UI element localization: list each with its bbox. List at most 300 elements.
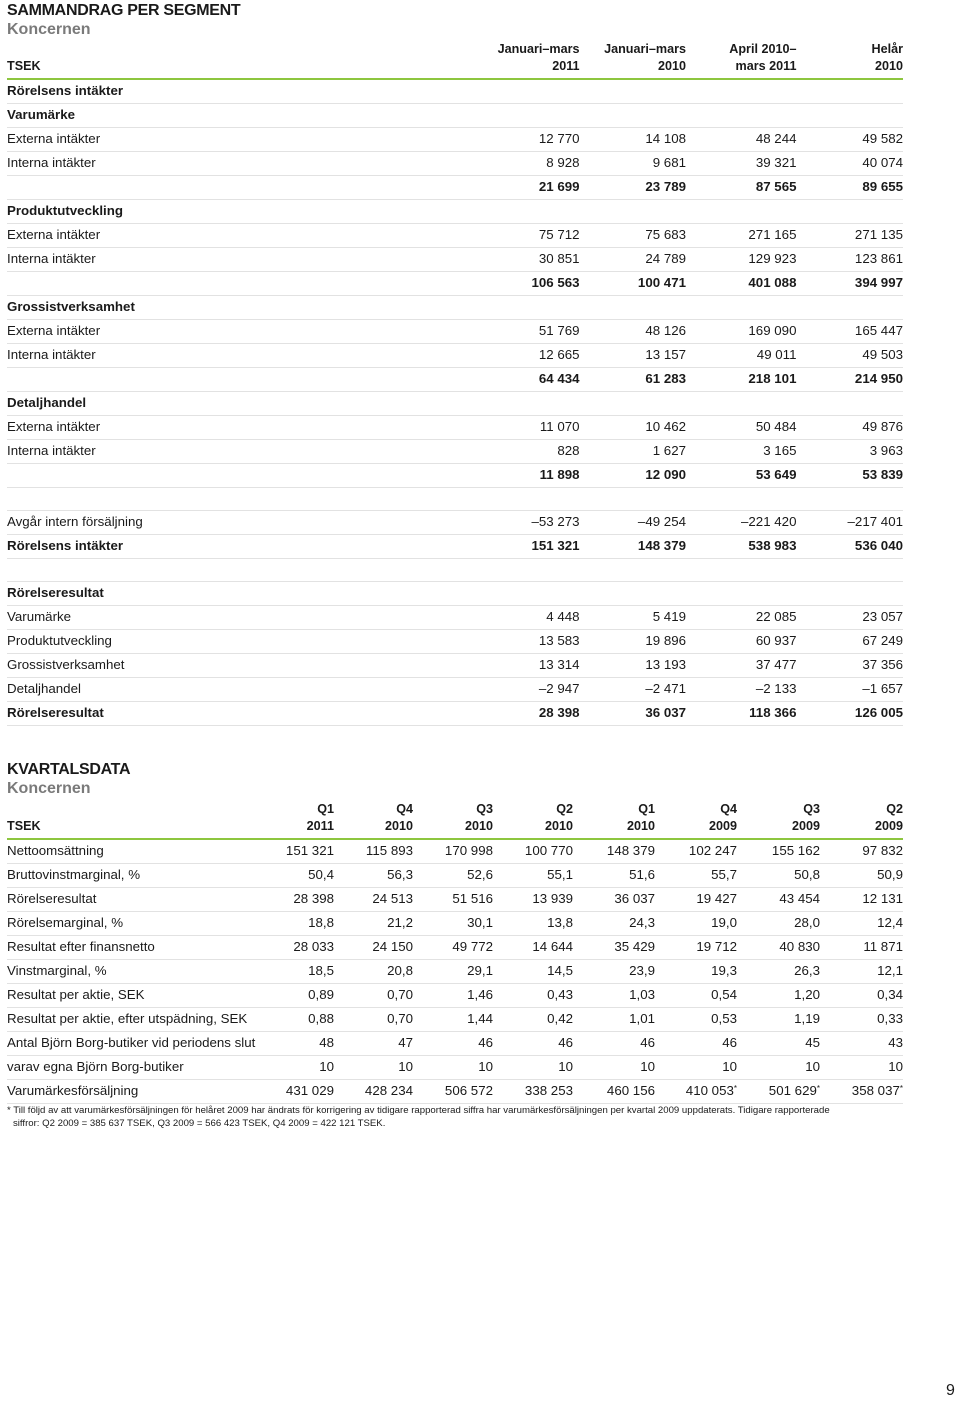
row-value [686,582,796,606]
row-value [820,960,903,984]
row-value [255,912,334,936]
row-value [493,839,573,864]
row-value: 129 923 [686,248,796,272]
header-row [7,58,903,79]
segment-section [7,0,903,726]
row-value [255,839,334,864]
row-label: Interna intäkter [7,344,479,368]
row-value: 214 950 [796,368,903,392]
row-label: Produktutveckling [7,630,479,654]
row-value [580,582,686,606]
row-value [686,79,796,104]
table-row [7,606,903,630]
row-value: 100 471 [580,272,686,296]
value-text: 358 037 [851,1083,900,1098]
table-row [7,912,903,936]
table-row [7,296,903,320]
table-row [7,630,903,654]
row-label: Externa intäkter [7,416,479,440]
value-text: 506 572 [444,1083,493,1098]
row-value: 271 165 [686,224,796,248]
column-header: 2010 [334,818,413,839]
value-text: 51 516 [452,891,493,906]
row-value: 165 447 [796,320,903,344]
row-value [413,1080,493,1104]
row-value: 49 582 [796,128,903,152]
value-text: 46 [558,1035,573,1050]
row-value [255,864,334,888]
quarterly-title: KVARTALSDATA [7,761,131,778]
row-value: 11 898 [479,464,579,488]
row-value: 10 462 [580,416,686,440]
row-value [413,839,493,864]
row-value [655,888,737,912]
row-value: 53 649 [686,464,796,488]
row-value: –2 471 [580,678,686,702]
table-row [7,320,903,344]
value-text: 11 871 [863,939,903,954]
table-row [7,464,903,488]
row-value [493,912,573,936]
table-row [7,1032,903,1056]
row-value [686,296,796,320]
column-header: Q1 [317,802,334,816]
row-value [655,936,737,960]
value-text: 12,1 [877,963,903,978]
value-text: 36 037 [614,891,655,906]
value-text: 97 832 [862,843,903,858]
table-row [7,1008,903,1032]
table-row [7,1080,903,1104]
value-text: 501 629 [768,1083,817,1098]
row-value [413,960,493,984]
row-value: 3 165 [686,440,796,464]
row-value [796,79,903,104]
row-value: –1 657 [796,678,903,702]
table-row [7,248,903,272]
row-value [334,839,413,864]
row-value: 89 655 [796,176,903,200]
value-text: 45 [805,1035,820,1050]
column-header: April 2010– [729,42,797,56]
table-row [7,128,903,152]
row-value [493,984,573,1008]
value-text: 10 [478,1059,493,1074]
row-value: 3 963 [796,440,903,464]
row-value [737,1032,820,1056]
value-text: 24 150 [372,939,413,954]
row-value [493,888,573,912]
row-label: Antal Björn Borg-butiker vid periodens slut [7,1032,255,1056]
row-value: 49 011 [686,344,796,368]
row-value: 36 037 [580,702,686,726]
row-value [796,392,903,416]
row-value [493,960,573,984]
value-text: 48 [319,1035,334,1050]
row-value: 28 398 [479,702,579,726]
row-value [334,1080,413,1104]
header-row [7,801,903,818]
row-value [479,296,579,320]
row-value [820,888,903,912]
row-value [573,984,655,1008]
row-value [573,936,655,960]
row-value [655,839,737,864]
table-row [7,176,903,200]
value-text: 431 029 [285,1083,334,1098]
value-text: 102 247 [688,843,737,858]
segment-table [7,41,903,726]
footnote-text-1: Till följd av att varumärkesförsäljningen för helåret 2009 har ändrats för korrigering av tidigare rapporterad siffra har varumärkesförsäljningen per kvartal 2009 uppdaterats. Tidigare rapporterade [13,1105,830,1116]
row-value: 14 108 [580,128,686,152]
value-text: 10 [319,1059,334,1074]
row-value: 37 356 [796,654,903,678]
row-value [820,1032,903,1056]
value-text: 51,6 [629,867,655,882]
row-value: –2 947 [479,678,579,702]
row-value [255,888,334,912]
column-header: 2010 [493,818,573,839]
row-value [686,392,796,416]
table-row [7,368,903,392]
row-value: 61 283 [580,368,686,392]
table-row [7,888,903,912]
row-value [493,864,573,888]
row-value [573,912,655,936]
column-header: 2010 [580,58,686,79]
row-value [737,1008,820,1032]
table-row [7,416,903,440]
row-value [413,1032,493,1056]
row-value: 49 876 [796,416,903,440]
row-label [7,272,479,296]
value-text: 13 939 [532,891,573,906]
row-value [580,104,686,128]
column-header: Januari–mars [497,42,580,56]
row-value [334,936,413,960]
value-text: 338 253 [524,1083,573,1098]
row-value [655,1056,737,1080]
row-value: –53 273 [479,511,579,535]
row-value [737,960,820,984]
row-value [334,912,413,936]
value-text: 0,53 [711,1011,737,1026]
table-row [7,344,903,368]
row-value [655,1008,737,1032]
row-label: Detaljhandel [7,392,479,416]
row-value: 401 088 [686,272,796,296]
column-header [7,801,255,818]
value-text: 18,8 [308,915,334,930]
row-value [737,888,820,912]
row-label: Rörelsemarginal, % [7,912,255,936]
column-header: TSEK [7,818,255,839]
row-value [820,839,903,864]
value-text: 10 [640,1059,655,1074]
row-value [413,864,493,888]
row-value [573,1080,655,1104]
row-value [820,1080,903,1104]
row-value [573,839,655,864]
row-value [255,984,334,1008]
value-text: 115 893 [365,843,413,858]
value-text: 21,2 [387,915,413,930]
value-text: 0,54 [711,987,737,1002]
footnote-line-2: siffror: Q2 2009 = 385 637 TSEK, Q3 2009 = 566 423 TSEK, Q4 2009 = 422 121 TSEK. [13,1118,386,1129]
row-value [334,960,413,984]
value-text: 26,3 [794,963,820,978]
footnote [7,1104,907,1130]
value-text: 43 454 [779,891,820,906]
column-header: Q4 [396,802,413,816]
row-value [737,864,820,888]
table-row [7,559,903,582]
row-value [737,839,820,864]
row-value [655,960,737,984]
row-value: 538 983 [686,535,796,559]
value-text: 19 712 [696,939,737,954]
row-value [655,1080,737,1104]
value-text: 10 [888,1059,903,1074]
row-value [334,1008,413,1032]
table-row [7,1056,903,1080]
table-row [7,654,903,678]
row-value: 106 563 [479,272,579,296]
row-value [737,1056,820,1080]
row-label: Interna intäkter [7,152,479,176]
row-value [479,104,579,128]
column-header: Q2 [886,802,903,816]
row-value: 9 681 [580,152,686,176]
value-text: 10 [722,1059,737,1074]
table-row [7,936,903,960]
row-label: Avgår intern försäljning [7,511,479,535]
column-header: 2009 [655,818,737,839]
value-text: 35 429 [614,939,655,954]
value-text: 1,46 [467,987,493,1002]
row-value [413,984,493,1008]
value-text: 29,1 [467,963,493,978]
row-label: Produktutveckling [7,200,479,224]
row-value: 30 851 [479,248,579,272]
row-value [334,888,413,912]
row-value [413,912,493,936]
row-value: 39 321 [686,152,796,176]
row-label [7,368,479,392]
row-value [493,1080,573,1104]
value-text: 0,89 [308,987,334,1002]
row-label: Rörelseresultat [7,888,255,912]
row-value: 48 126 [580,320,686,344]
row-value: 75 712 [479,224,579,248]
value-text: 155 162 [771,843,820,858]
value-text: 40 830 [779,939,820,954]
value-text: 46 [722,1035,737,1050]
row-label: Detaljhandel [7,678,479,702]
value-text: 0,43 [547,987,573,1002]
value-text: 428 234 [364,1083,413,1098]
row-value: 40 074 [796,152,903,176]
row-value [737,912,820,936]
quarterly-table [7,801,903,1104]
value-text: 0,70 [387,987,413,1002]
value-text: 14,5 [547,963,573,978]
footnote-line-1 [7,1104,907,1117]
footnote-mark: * [899,1084,903,1093]
row-value [479,392,579,416]
row-value: 75 683 [580,224,686,248]
value-text: 28 398 [293,891,334,906]
value-text: 151 321 [285,843,334,858]
quarterly-subtitle: Koncernen [7,780,91,797]
row-value [255,1032,334,1056]
row-value [334,864,413,888]
table-row [7,702,903,726]
row-value [255,960,334,984]
column-header: Q3 [803,802,820,816]
value-text: 10 [805,1059,820,1074]
table-row [7,152,903,176]
value-text: 0,42 [547,1011,573,1026]
value-text: 56,3 [387,867,413,882]
table-row [7,984,903,1008]
row-value [573,960,655,984]
value-text: 410 053 [685,1083,734,1098]
row-label: Rörelseresultat [7,582,479,606]
table-row [7,582,903,606]
row-value: 13 157 [580,344,686,368]
row-label: Nettoomsättning [7,839,255,864]
row-value [334,1032,413,1056]
row-value [573,864,655,888]
row-value [493,1032,573,1056]
row-value: 118 366 [686,702,796,726]
row-label [7,464,479,488]
row-value: 828 [479,440,579,464]
value-text: 55,1 [547,867,573,882]
row-value [413,888,493,912]
value-text: 52,6 [467,867,493,882]
column-header: 2010 [796,58,903,79]
quarterly-section [7,760,903,1104]
header-row [7,41,903,58]
value-text: 0,34 [877,987,903,1002]
value-text: 10 [558,1059,573,1074]
row-value: 19 896 [580,630,686,654]
row-value: 4 448 [479,606,579,630]
row-value [479,582,579,606]
column-header: 2010 [413,818,493,839]
value-text: 50,8 [794,867,820,882]
row-value [255,1080,334,1104]
row-value: –221 420 [686,511,796,535]
row-value: 148 379 [580,535,686,559]
row-label: Grossistverksamhet [7,296,479,320]
value-text: 460 156 [606,1083,655,1098]
row-label: Externa intäkter [7,128,479,152]
row-value [479,200,579,224]
row-label: Resultat per aktie, SEK [7,984,255,1008]
value-text: 46 [478,1035,493,1050]
row-value [573,888,655,912]
row-label: Externa intäkter [7,320,479,344]
row-label: Vinstmarginal, % [7,960,255,984]
value-text: 0,33 [877,1011,903,1026]
row-value: 169 090 [686,320,796,344]
row-value [655,984,737,1008]
row-value: 50 484 [686,416,796,440]
row-label: Varumärkesförsäljning [7,1080,255,1104]
row-value: 126 005 [796,702,903,726]
value-text: 24,3 [629,915,655,930]
row-label: Resultat efter finansnetto [7,936,255,960]
row-value [796,296,903,320]
value-text: 50,9 [877,867,903,882]
value-text: 1,44 [467,1011,493,1026]
row-value: 37 477 [686,654,796,678]
table-row [7,678,903,702]
row-value: 151 321 [479,535,579,559]
row-value: 12 770 [479,128,579,152]
row-label: Externa intäkter [7,224,479,248]
column-header: Januari–mars [604,42,686,56]
value-text: 24 513 [372,891,413,906]
column-header: Q1 [638,802,655,816]
column-header: Q3 [476,802,493,816]
row-value [655,1032,737,1056]
table-row [7,272,903,296]
row-label: Interna intäkter [7,248,479,272]
row-value: 271 135 [796,224,903,248]
row-label: Varumärke [7,104,479,128]
row-label: Rörelsens intäkter [7,535,479,559]
row-label: Grossistverksamhet [7,654,479,678]
value-text: 1,20 [794,987,820,1002]
row-value: 12 665 [479,344,579,368]
row-value: 64 434 [479,368,579,392]
row-value [413,1056,493,1080]
table-row [7,392,903,416]
value-text: 1,01 [629,1011,655,1026]
row-value: 60 937 [686,630,796,654]
row-label: Bruttovinstmarginal, % [7,864,255,888]
row-value [493,1056,573,1080]
row-label: Rörelsens intäkter [7,79,479,104]
row-value [580,296,686,320]
value-text: 23,9 [629,963,655,978]
value-text: 0,70 [387,1011,413,1026]
row-value: 5 419 [580,606,686,630]
row-value [479,79,579,104]
row-value [820,936,903,960]
row-value: 23 057 [796,606,903,630]
column-header: 2011 [479,58,579,79]
value-text: 47 [398,1035,413,1050]
row-value: 1 627 [580,440,686,464]
table-row [7,511,903,535]
header-row [7,818,903,839]
row-value: 8 928 [479,152,579,176]
value-text: 12 131 [862,891,903,906]
value-text: 1,03 [629,987,655,1002]
value-text: 46 [640,1035,655,1050]
row-value: 51 769 [479,320,579,344]
row-value: 11 070 [479,416,579,440]
row-value [655,864,737,888]
table-row [7,224,903,248]
table-row [7,440,903,464]
row-value [580,392,686,416]
